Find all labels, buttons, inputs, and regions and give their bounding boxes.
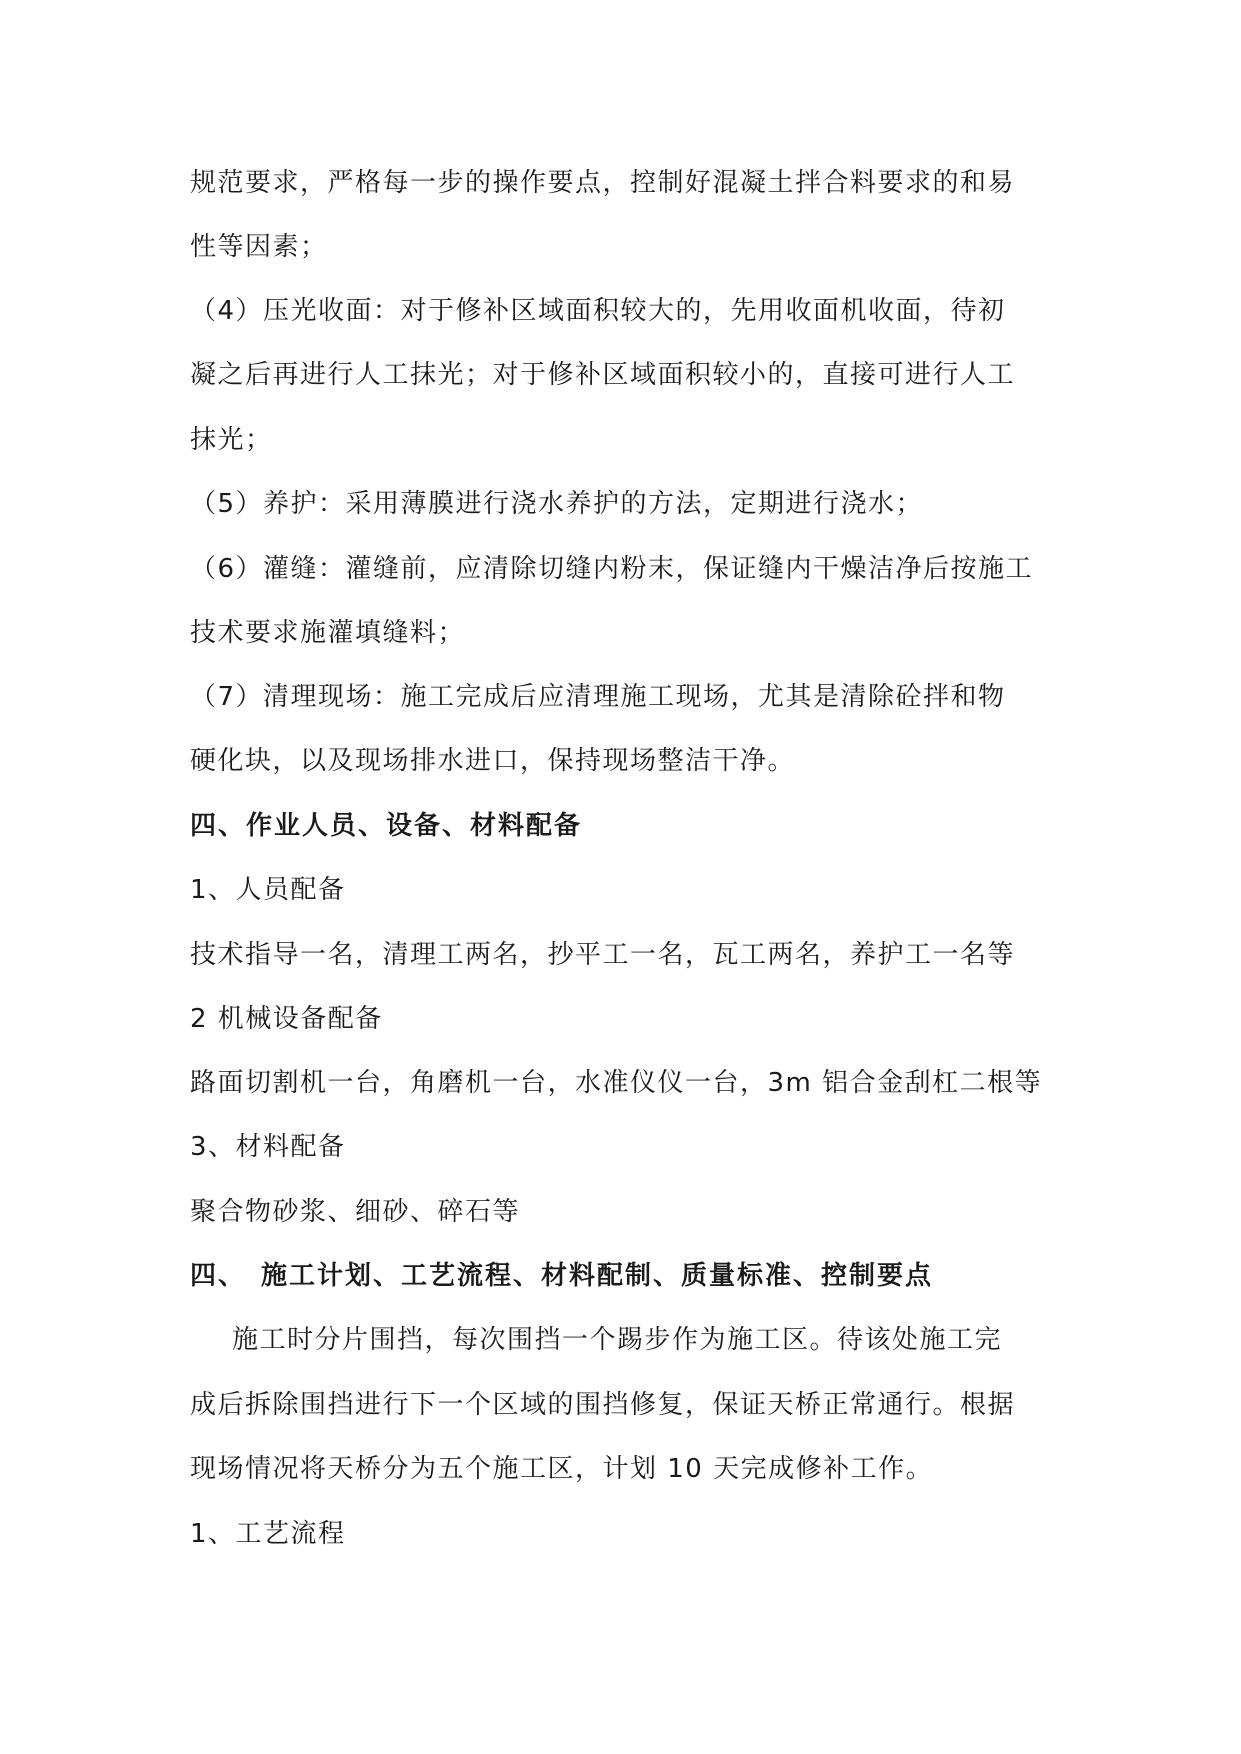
list-item-5-line: （5）养护：采用薄膜进行浇水养护的方法，定期进行浇水； [190,489,924,519]
list-item-4-line: （4）压光收面：对于修补区域面积较大的，先用收面机收面，待初 [190,296,1006,326]
section-heading: 四、作业人员、设备、材料配备 [190,811,583,841]
body-text-line: 规范要求，严格每一步的操作要点，控制好混凝土拌合料要求的和易 [190,168,1016,198]
body-text-line: 成后拆除围挡进行下一个区域的围挡修复，保证天桥正常通行。根据 [190,1390,1016,1420]
subsection-heading: 1、人员配备 [190,875,346,905]
body-text-line: 聚合物砂浆、细砂、碎石等 [190,1197,521,1227]
body-text-line: 硬化块，以及现场排水进口，保持现场整洁干净。 [190,746,796,776]
section-heading: 四、 施工计划、工艺流程、材料配制、质量标准、控制要点 [190,1261,934,1291]
subsection-heading: 2 机械设备配备 [190,1004,383,1034]
body-text-line: 抹光； [190,425,273,455]
body-text-line: 凝之后再进行人工抹光；对于修补区域面积较小的，直接可进行人工 [190,360,1016,390]
list-item-6-line: （6）灌缝：灌缝前，应清除切缝内粉末，保证缝内干燥洁净后按施工 [190,554,1034,584]
body-text-line: 现场情况将天桥分为五个施工区，计划 10 天完成修补工作。 [190,1454,934,1484]
subsection-heading: 1、工艺流程 [190,1519,346,1549]
list-item-7-line: （7）清理现场：施工完成后应清理施工现场，尤其是清除砼拌和物 [190,682,1006,712]
body-text-line: 性等因素； [190,232,328,262]
body-text-line: 技术要求施灌填缝料； [190,618,466,648]
subsection-heading: 3、材料配备 [190,1132,346,1162]
paragraph-first-line: 施工时分片围挡，每次围挡一个踢步作为施工区。待该处施工完 [232,1325,1003,1355]
body-text-line: 路面切割机一台，角磨机一台，水准仪仪一台，3m 铝合金刮杠二根等 [190,1068,1043,1098]
body-text-line: 技术指导一名，清理工两名，抄平工一名，瓦工两名，养护工一名等 [190,940,1016,970]
